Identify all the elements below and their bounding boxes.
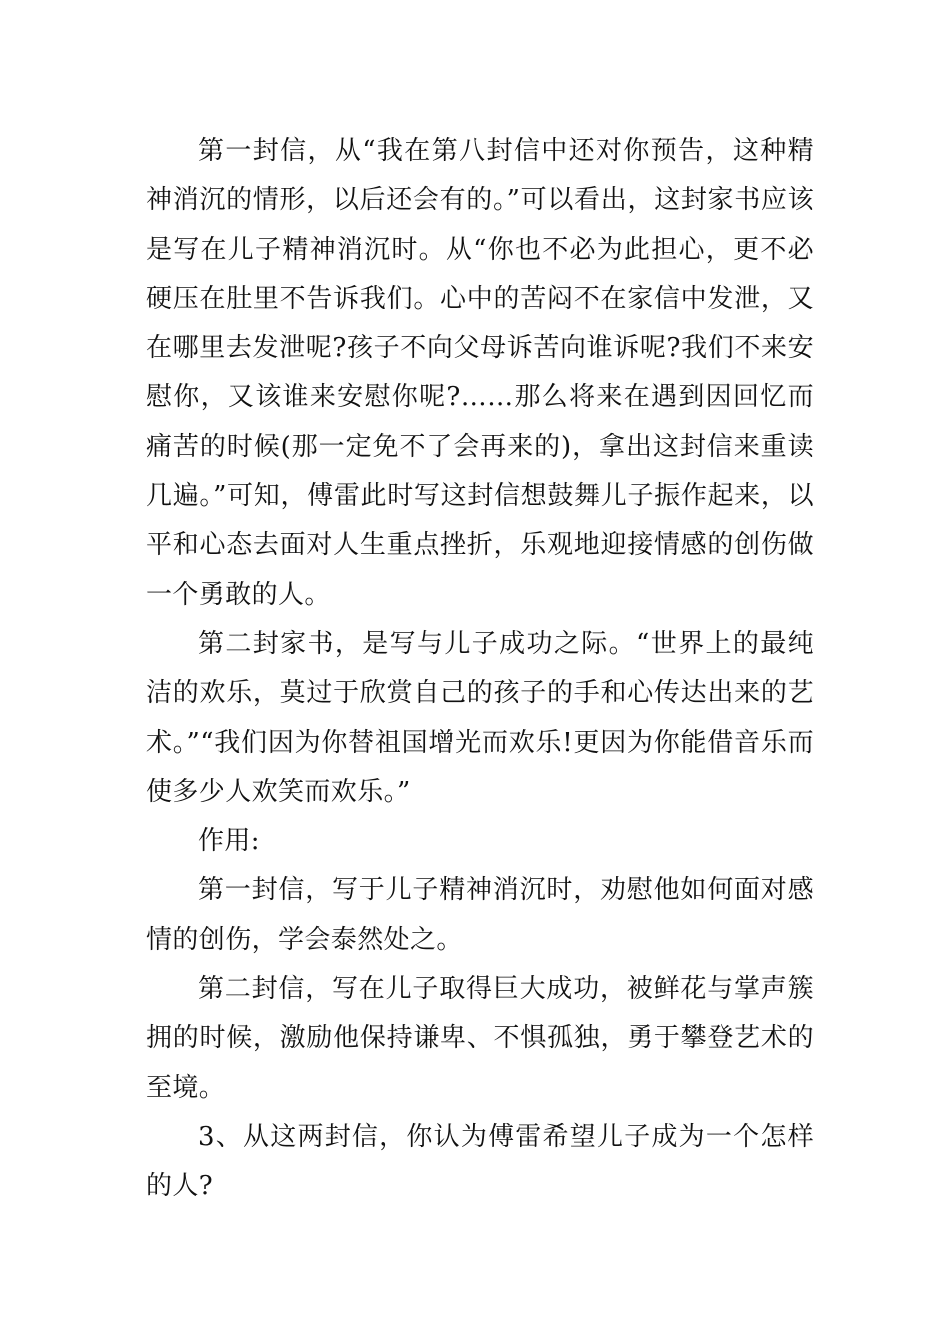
paragraph-question-3: 3、从这两封信，你认为傅雷希望儿子成为一个怎样的人? (146, 1121, 814, 1202)
document-body (146, 127, 814, 1212)
paragraph-second-letter-function: 第二封信，写在儿子取得巨大成功，被鲜花与掌声簇拥的时候，激励他保持谦卑、不惧孤独，勇于攀登艺术的至境。 (146, 974, 814, 1103)
paragraph-first-letter-analysis: 第一封信，从“我在第八封信中还对你预告，这种精神消沉的情形，以后还会有的。”可以看出，这封家书应该是写在儿子精神消沉时。从“你也不必为此担心，更不必硬压在肚里不告诉我们。心中的苦闷不在家信中发泄，又在哪里去发泄呢?孩子不向父母诉苦向谁诉呢?我们不来安慰你，又该谁来安慰你呢?……那么将来在遇到因回忆而痛苦的时候(那一定免不了会再来的)，拿出这封信来重读几遍。”可知，傅雷此时写这封信想鼓舞儿子振作起来，以平和心态去面对人生重点挫折，乐观地迎接情感的创伤做一个勇敢的人。 (146, 136, 814, 610)
paragraph-second-letter-analysis: 第二封家书，是写与儿子成功之际。“世界上的最纯洁的欢乐，莫过于欣赏自己的孩子的手和心传达出来的艺术。”“我们因为你替祖国增光而欢乐!更因为你能借音乐而使多少人欢笑而欢乐。” (146, 628, 814, 807)
paragraph-function-heading: 作用: (198, 826, 260, 857)
paragraph-first-letter-function: 第一封信，写于儿子精神消沉时，劝慰他如何面对感情的创伤，学会泰然处之。 (146, 875, 814, 955)
